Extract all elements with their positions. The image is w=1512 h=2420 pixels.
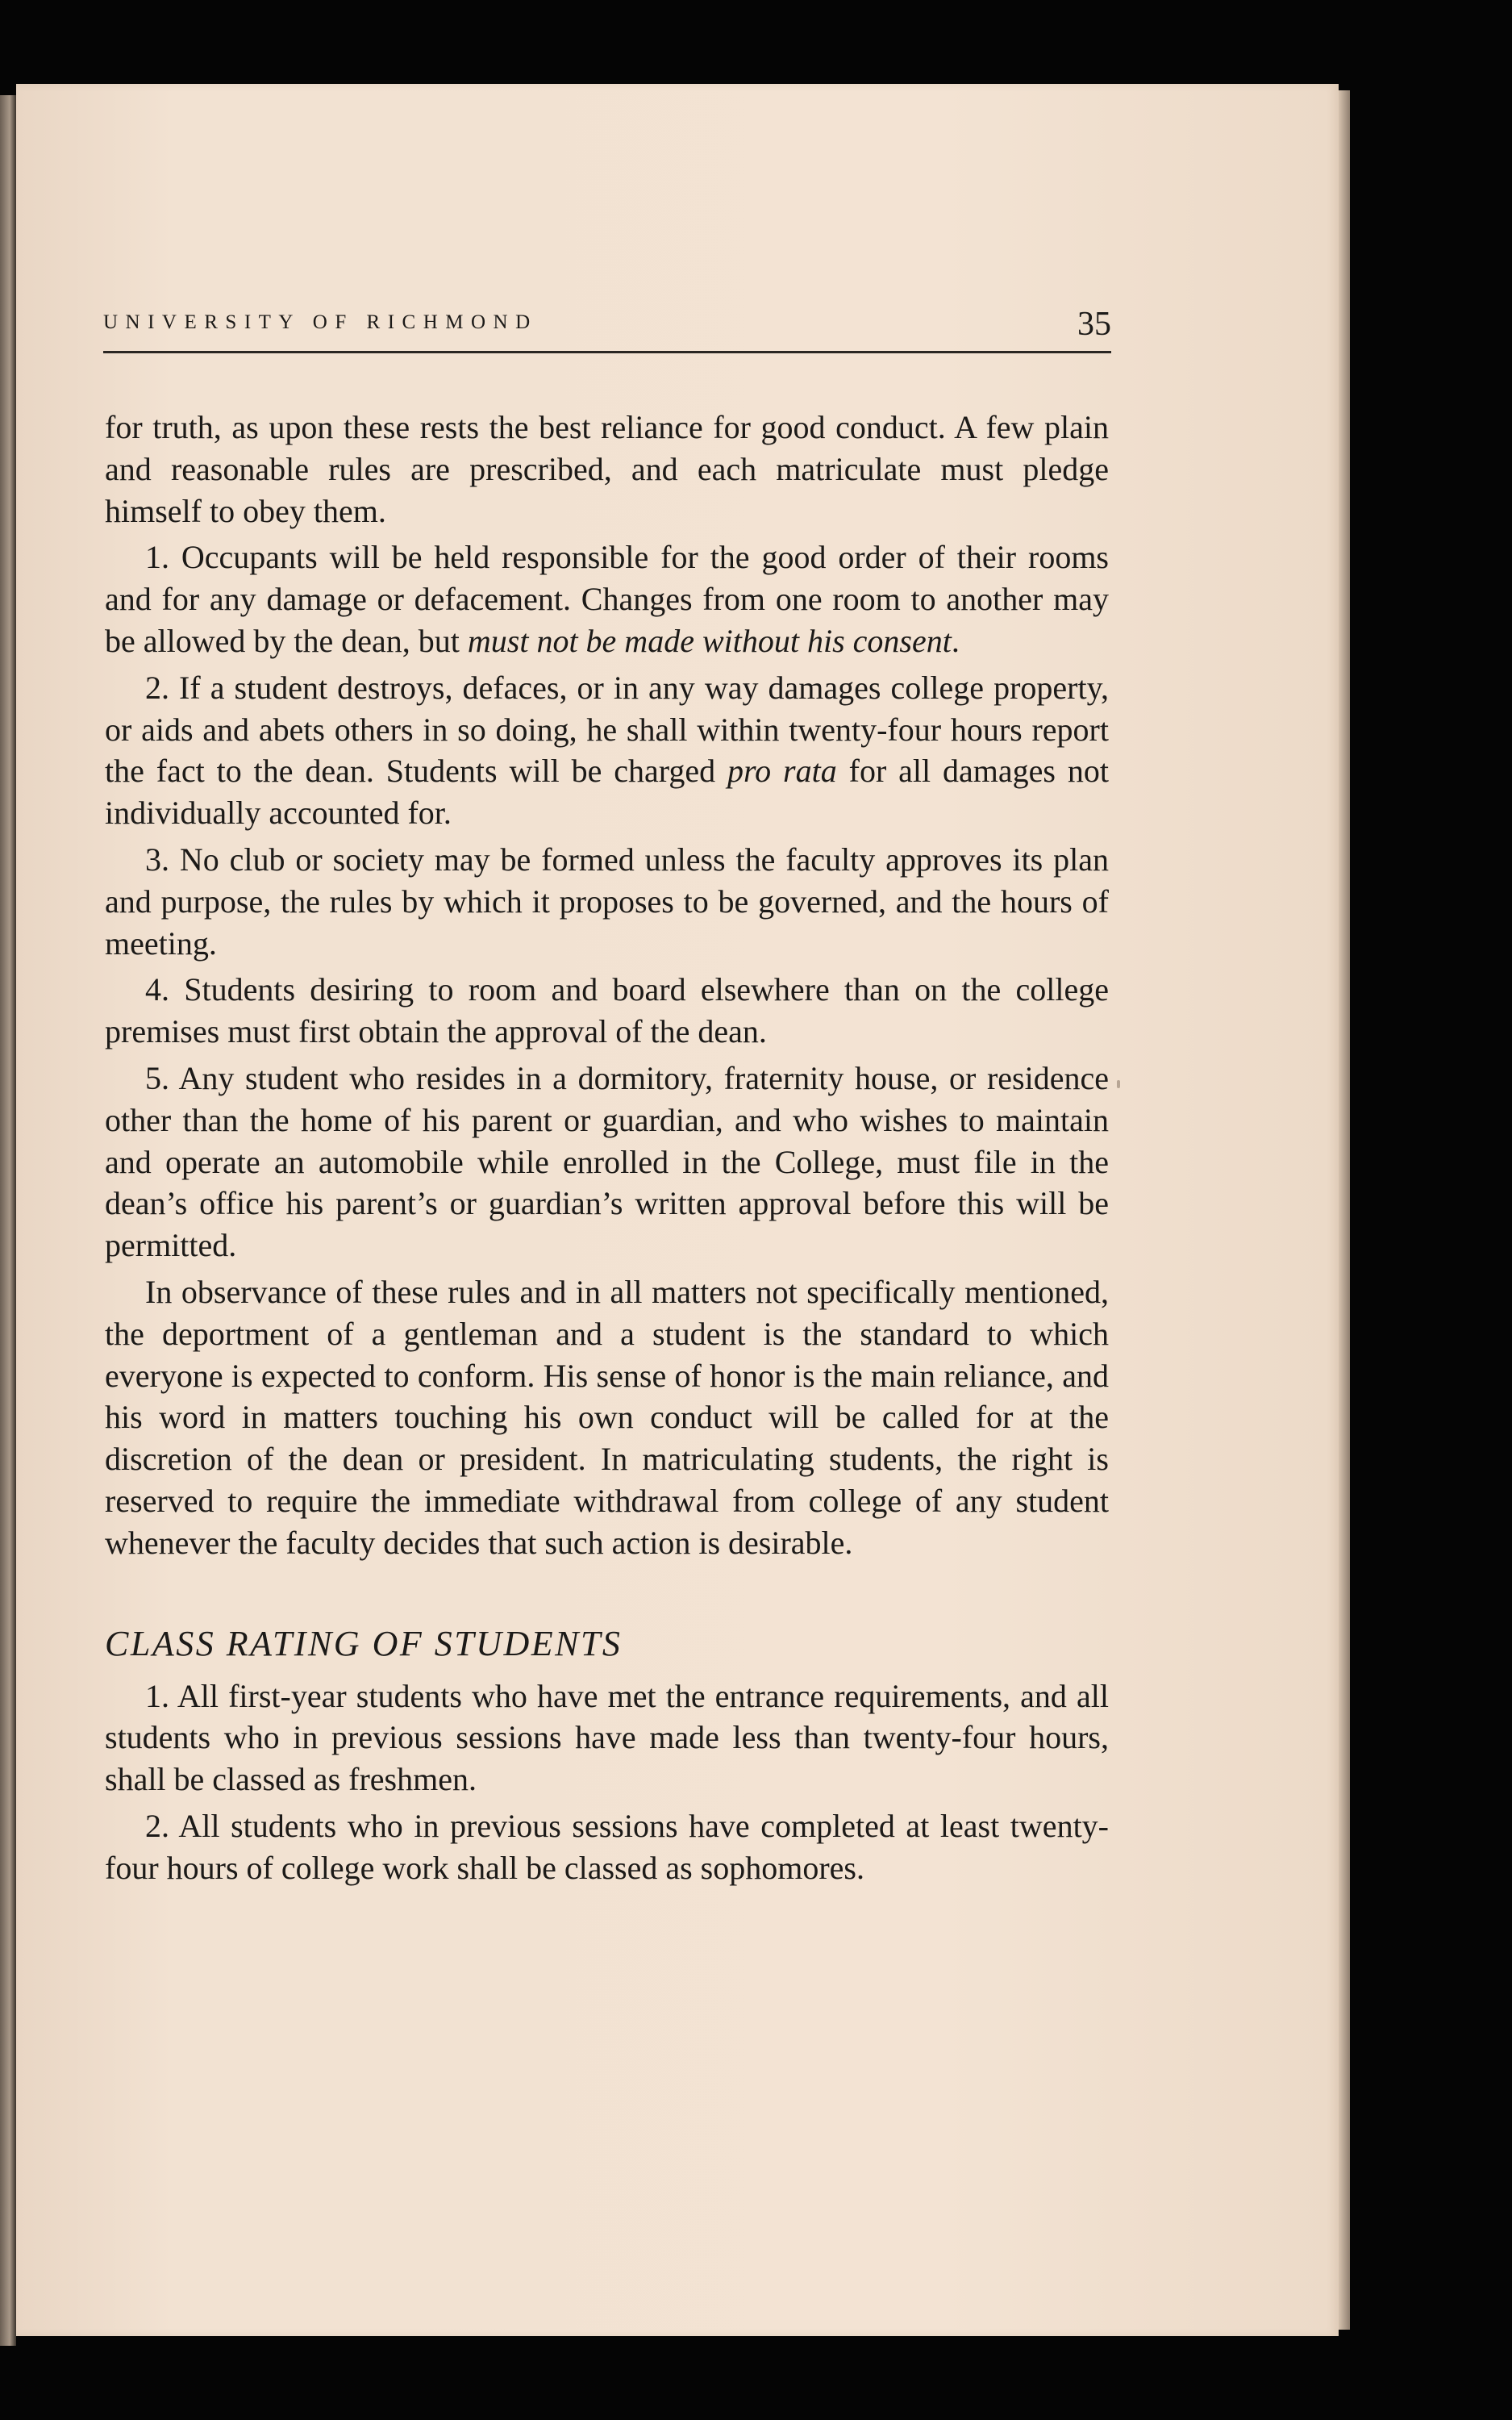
rule-paragraph-2 (105, 667, 1109, 834)
page-number: 35 (1077, 306, 1111, 343)
paper-speck (1117, 1080, 1120, 1088)
rule-paragraph-5: 5. Any student who resides in a dormitory, fraternity house, or residence other than the home of his parent or guardian, and who wishes to maintain and operate an automobile while enrolled in the College, must file in the dean’s office his parent’s or guardian’s written approval before this will be permitted. (105, 1059, 1109, 1264)
observance-paragraph: In observance of these rules and in all matters not specifically mentioned, the deportment of a gentleman and a student is the standard to which everyone is expected to conform. His sense of honor is the main reliance, and his word in matters touching his own conduct will be called for at the discretion of the dean or president. In matriculating students, the right is reserved to require the immediate withdrawal from college of any student whenever the faculty decides that such action is desirable. (105, 1273, 1109, 1561)
rule-2-text-a: 2. If a student destroys, defaces, or in any way damages college property, or aids and abets others in so doing, he shall within twenty-four hours report the fact to the dean. Students will be charged (105, 669, 1109, 790)
rule-paragraph-4: 4. Students desiring to room and board elsewhere than on the college premises must first obtain the approval of the dean. (105, 971, 1109, 1050)
rule-2-text-b: for all damages not individually accounted for. (105, 753, 1109, 832)
previous-page-edge (0, 95, 16, 2346)
rule-2-emphasis: pro rata (727, 753, 837, 790)
class-rating-paragraph-2: 2. All students who in previous sessions have completed at least twenty-four hours of college work shall be classed as sophomores. (105, 1807, 1109, 1886)
rule-1-end: . (951, 622, 960, 659)
section-heading: CLASS RATING OF STUDENTS (105, 1623, 623, 1663)
rule-1-emphasis: must not be made without his consent (467, 622, 952, 659)
page-edge-shadow (1339, 90, 1350, 2330)
rule-1-text: 1. Occupants will be held responsible for the good order of their rooms and for any damage or defacement. Changes from one room to another may be allowed by the dean, but (105, 539, 1109, 659)
class-rating-paragraph-1: 1. All first-year students who have met the entrance requirements, and all students who in previous sessions have made less than twenty-four hours, shall be classed as freshmen. (105, 1677, 1109, 1798)
rule-paragraph-3: 3. No club or society may be formed unless the faculty approves its plan and purpose, the rules by which it proposes to be governed, and the hours of meeting. (105, 841, 1109, 962)
header-rule (103, 351, 1111, 353)
running-head-title: UNIVERSITY OF RICHMOND (103, 311, 538, 333)
page-body (105, 407, 1109, 1894)
intro-paragraph: for truth, as upon these rests the best reliance for good conduct. A few plain and reasonable rules are prescribed, and each matriculate must pledge himself to obey them. (105, 409, 1109, 529)
rule-paragraph-1 (105, 536, 1109, 661)
